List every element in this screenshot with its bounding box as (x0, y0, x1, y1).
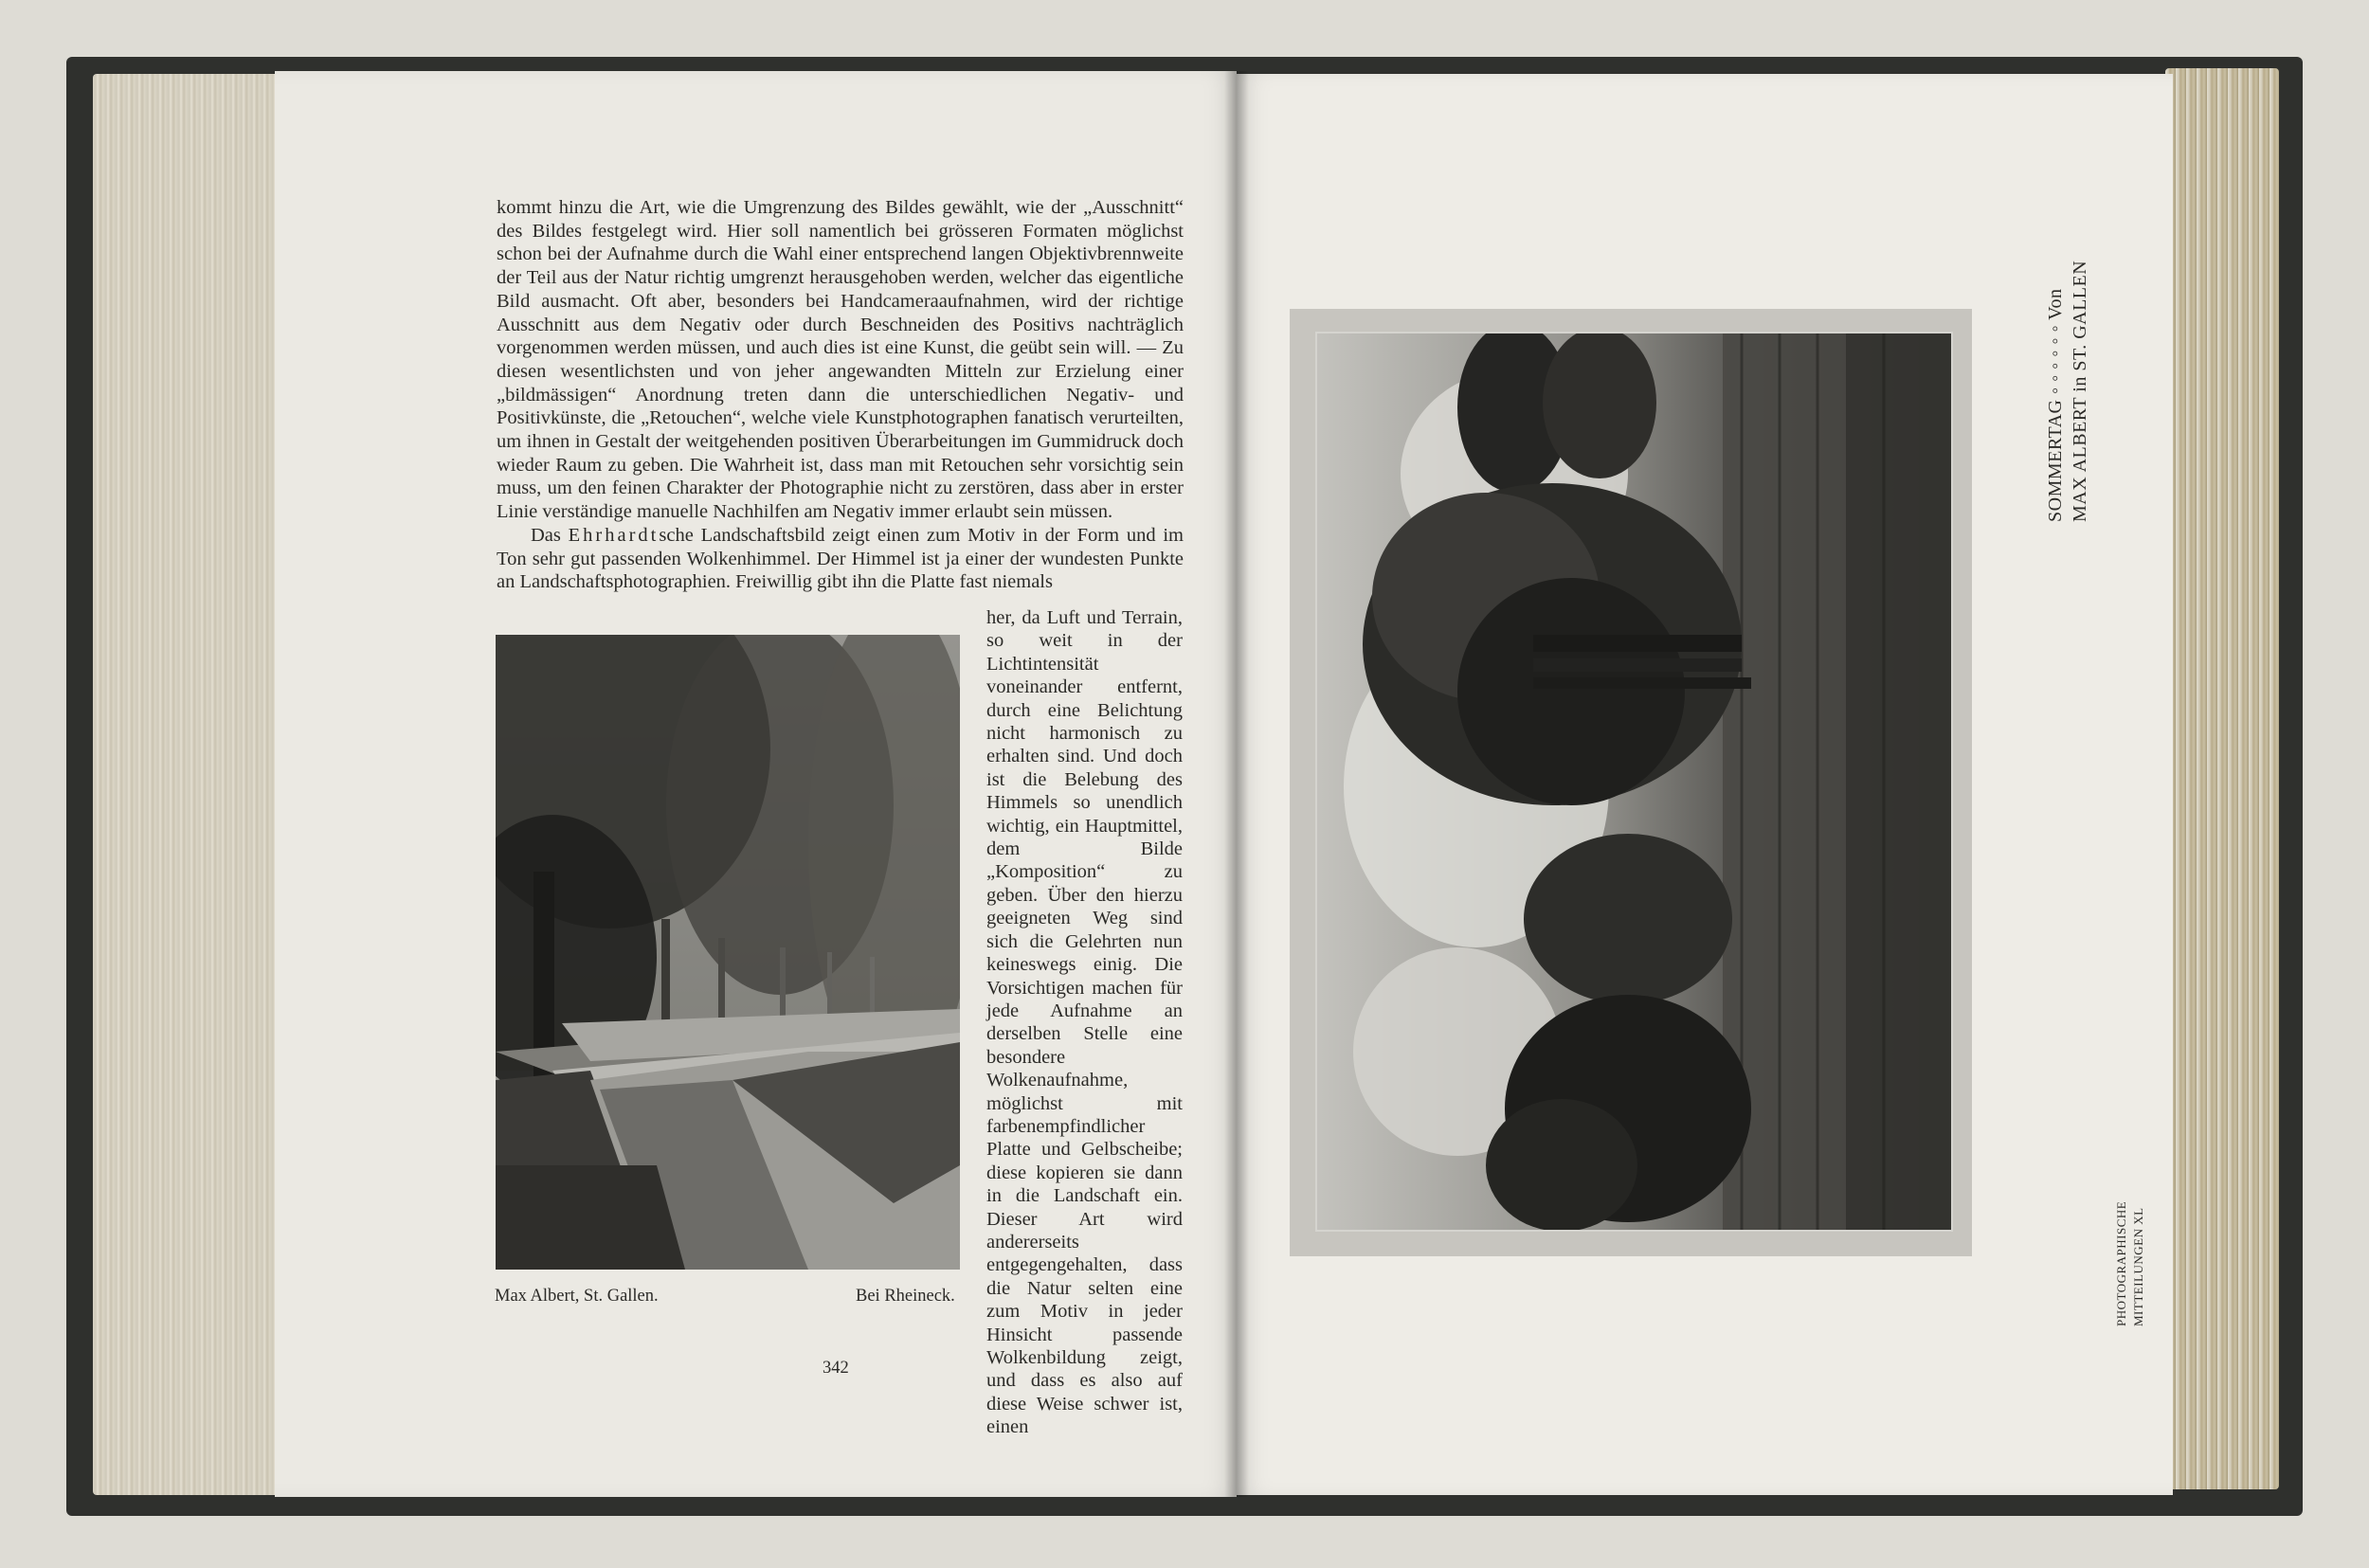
paragraph-2-before: Das (531, 524, 569, 546)
caption-author: Max Albert, St. Gallen. (495, 1287, 659, 1306)
body-text-narrow-column (986, 606, 1183, 1439)
photo-sommertag (1315, 332, 1953, 1232)
plate-title-line-1: SOMMERTAG ◦ ◦ ◦ ◦ ◦ ◦ Von (2045, 288, 2066, 522)
page-edges-right (2165, 68, 2279, 1489)
body-text-main (497, 196, 1184, 594)
journal-name-line-2: MITTEILUNGEN XL (2131, 1207, 2145, 1326)
paragraph-1: kommt hinzu die Art, wie die Umgrenzung des Bildes gewählt, wie der „Ausschnitt“ des Bildes festgelegt wird. Hier soll namentlich bei grösseren Formaten möglichst schon bei der Aufnahme durch die Wahl einer entsprechend langen Objektivbrennweite der Teil aus der Natur richtig umgrenzt herausgehoben werden, welcher das eigentliche Bild ausmacht. Oft aber, besonders bei Handcameraaufnahmen, wird der richtige Ausschnitt aus dem Negativ oder durch Beschneiden des Positivs nachträglich vorgenommen werden müssen, und auch dies ist eine Kunst, die geübt sein will. — Zu diesen wesentlichsten und von jeher angewandten Mitteln zur Erzielung einer „bildmässigen“ Anordnung treten dann die unterschiedlichen Negativ- und Positivkünste, die „Retouchen“, welche viele Kunstphotographen fanatisch verurteilten, um ihnen in Gestalt der weitgehenden positiven Überarbeitungen im Gummidruck doch wieder Raum zu geben. Die Wahrheit ist, dass man mit Retouchen sehr vorsichtig sein muss, um den feinen Charakter der Photographie nicht zu zerstören, dass aber in erster Linie verständige manuelle Nachhilfen am Negativ immer erlaubt sein müssen. (497, 197, 1184, 523)
photo-bei-rheineck (496, 635, 960, 1270)
journal-name-line-1: PHOTOGRAPHISCHE (2114, 1200, 2128, 1326)
caption-title: Bei Rheineck. (856, 1287, 955, 1306)
name-ehrhardt: Ehrhardt (568, 524, 660, 546)
paragraph-2-after: sche Landschaftsbild zeigt einen zum Motiv in der Form und im Ton sehr gut passenden Wolkenhimmel. Der Himmel ist ja einer der wundesten Punkte an Landschaftsphotographien. Freiwillig gibt ihn die Platte fast niemals (497, 524, 1184, 593)
paragraph-2 (497, 524, 1184, 594)
plate-title-line-2: MAX ALBERT in ST. GALLEN (2070, 260, 2090, 522)
paragraph-2-continued: her, da Luft und Terrain, so weit in der Lichtintensität voneinander entfernt, durch eine Belichtung nicht harmonisch zu erhalten sind. Und doch ist die Belebung des Himmels so unendlich wichtig, ein Hauptmittel, dem Bilde „Komposition“ zu geben. Über den hierzu geeigneten Weg sind sich die Gelehrten nun keineswegs einig. Die Vorsichtigen machen für jede Aufnahme an derselben Stelle eine besondere Wolkenaufnahme, möglichst mit farbenempfindlicher Platte und Gelbscheibe; diese kopieren sie dann in die Landschaft ein. Dieser Art wird andererseits entgegengehalten, dass die Natur selten eine zum Motiv in jeder Hinsicht passende Wolkenbildung zeigt, und dass es also auf diese Weise schwer ist, einen (986, 607, 1183, 1438)
page-number: 342 (823, 1359, 849, 1378)
book-gutter (1224, 71, 1249, 1497)
